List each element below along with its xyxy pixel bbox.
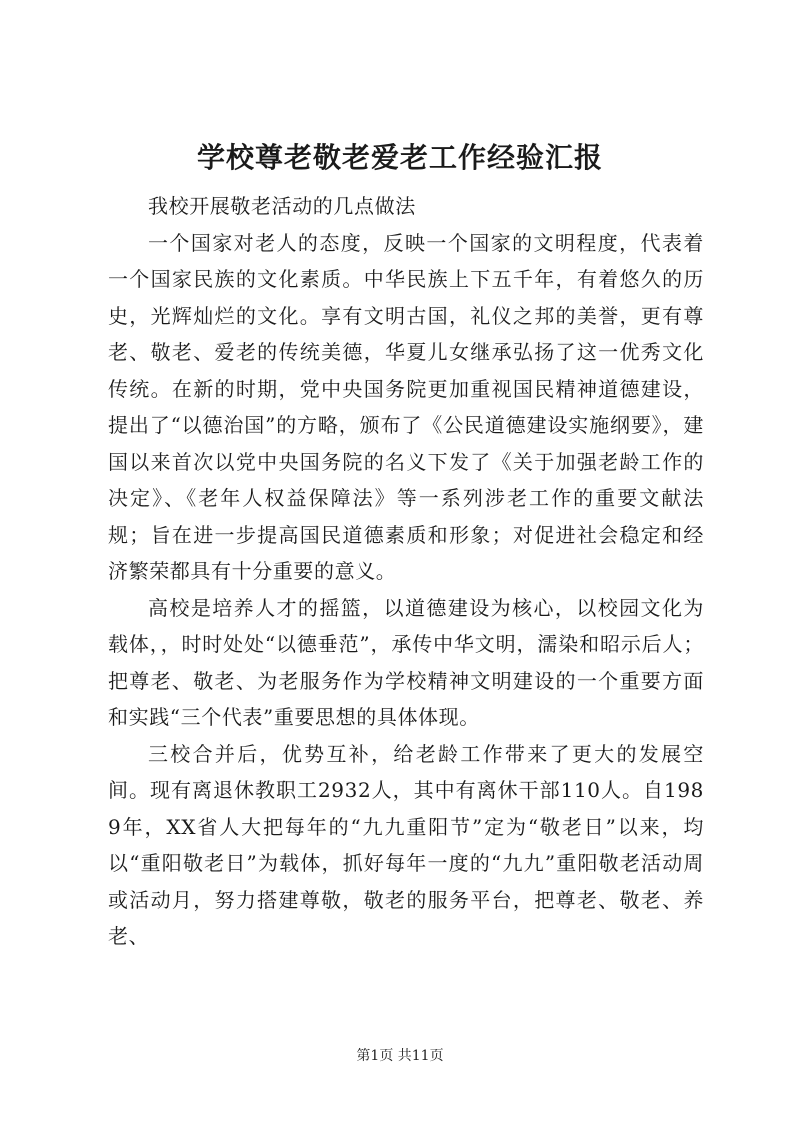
paragraph-1: 一个国家对老人的态度，反映一个国家的文明程度，代表着一个国家民族的文化素质。中华民族上下五千年，有着悠久的历史，光辉灿烂的文化。享有文明古国，礼仪之邦的美誉，更有尊老、敬老、爱老的传统美德，华夏儿女继承弘扬了这一优秀文化传统。在新的时期，党中央国务院更加重视国民精神道德建设，提出了“以德治国”的方略，颁布了《公民道德建设实施纲要》，建国以来首次以党中央国务院的名义下发了《关于加强老龄工作的决定》、《老年人权益保障法》等一系列涉老工作的重要文献法规；旨在进一步提高国民道德素质和形象；对促进社会稳定和经济繁荣都具有十分重要的意义。 bbox=[108, 230, 704, 583]
page-footer: 第1页 共11页 bbox=[356, 1048, 444, 1064]
subheading: 我校开展敬老活动的几点做法 bbox=[148, 194, 416, 218]
paragraph-3: 三校合并后，优势互补，给老龄工作带来了更大的发展空间。现有离退休教职工2932人，其中有离休干部110人。自1989年，XX省人大把每年的“九九重阳节”定为“敬老日”以来，均以“重阳敬老日”为载体，抓好每年一度的“九九”重阳敬老活动周或活动月，努力搭建尊敬，敬老的服务平台，把尊老、敬老、养老、 bbox=[108, 741, 704, 948]
document-title: 学校尊老敬老爱老工作经验汇报 bbox=[196, 141, 603, 174]
document-body bbox=[108, 188, 704, 955]
paragraph-2: 高校是培养人才的摇篮，以道德建设为核心，以校园文化为载体，，时时处处“以德垂范”，承传中华文明，濡染和昭示后人；把尊老、敬老、为老服务作为学校精神文明建设的一个重要方面和实践“三个代表”重要思想的具体体现。 bbox=[108, 595, 704, 729]
